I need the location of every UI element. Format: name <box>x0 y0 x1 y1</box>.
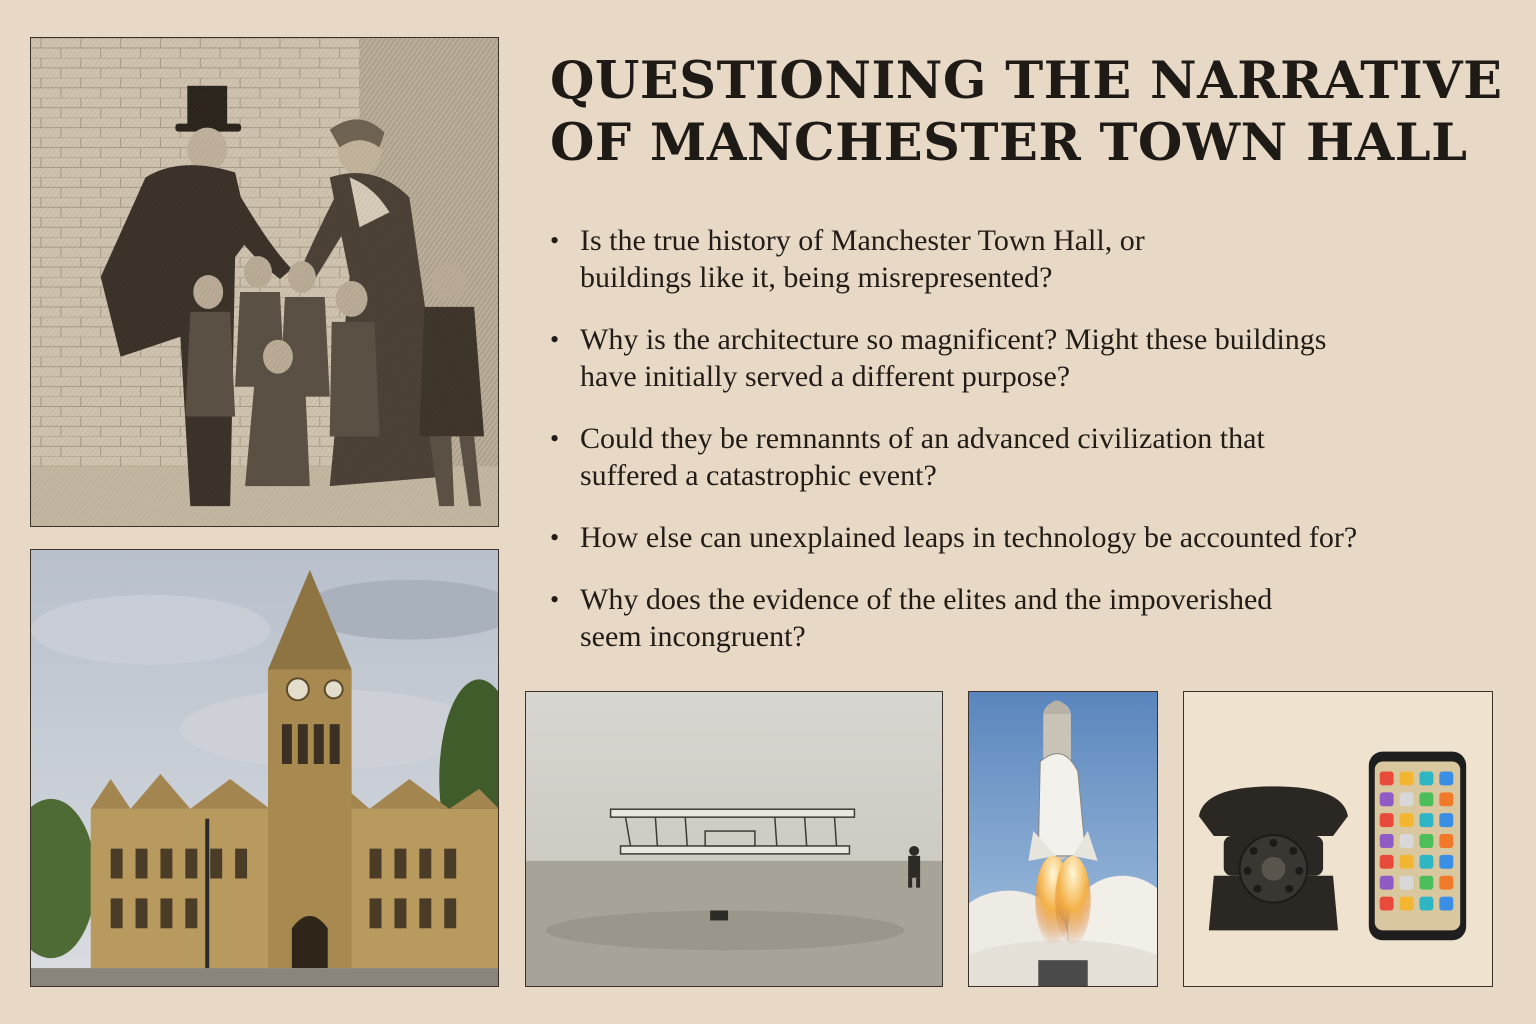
question-text: Why does the evidence of the elites and the impoverished <box>580 583 1273 616</box>
question-text: have initially served a different purpose? <box>580 360 1071 393</box>
town-hall-image <box>30 549 499 987</box>
app-icon <box>1380 855 1394 869</box>
app-icon <box>1419 813 1433 827</box>
app-icon <box>1439 876 1453 890</box>
question-item <box>548 519 1488 556</box>
app-icon <box>1380 897 1394 911</box>
app-icon <box>1400 771 1414 785</box>
telephones-image <box>1183 691 1493 987</box>
app-icon <box>1400 897 1414 911</box>
engraving-image <box>30 37 499 527</box>
question-list <box>548 222 1488 680</box>
app-icon <box>1419 771 1433 785</box>
question-text: seem incongruent? <box>580 620 806 653</box>
app-icon <box>1380 813 1394 827</box>
question-item <box>548 222 1488 296</box>
space-shuttle-image <box>968 691 1158 987</box>
app-icon <box>1400 855 1414 869</box>
app-icon <box>1439 834 1453 848</box>
app-icon <box>1439 792 1453 806</box>
app-icon <box>1439 771 1453 785</box>
app-icon <box>1439 897 1453 911</box>
question-item <box>548 321 1488 395</box>
app-icon <box>1419 855 1433 869</box>
app-icon <box>1380 771 1394 785</box>
app-icon <box>1400 813 1414 827</box>
title-line-1: QUESTIONING THE NARRATIVE <box>550 51 1503 111</box>
question-text: Why is the architecture so magnificent? Might these buildings <box>580 323 1327 356</box>
app-icon <box>1419 792 1433 806</box>
app-icon <box>1439 855 1453 869</box>
question-text: How else can unexplained leaps in technology be accounted for? <box>580 521 1358 554</box>
page-title <box>550 50 1510 174</box>
app-icon <box>1400 792 1414 806</box>
wright-flyer-image <box>525 691 943 987</box>
app-icon <box>1380 876 1394 890</box>
question-text: Could they be remnannts of an advanced civilization that <box>580 422 1265 455</box>
app-icon <box>1419 876 1433 890</box>
title-line-2: OF MANCHESTER TOWN HALL <box>550 113 1468 173</box>
question-item <box>548 420 1488 494</box>
app-icon <box>1439 813 1453 827</box>
question-text: Is the true history of Manchester Town Hall, or <box>580 224 1145 257</box>
app-icon <box>1400 834 1414 848</box>
question-item <box>548 581 1488 655</box>
app-icon <box>1380 792 1394 806</box>
question-text: suffered a catastrophic event? <box>580 459 937 492</box>
app-icon <box>1380 834 1394 848</box>
app-icon <box>1400 876 1414 890</box>
app-icon <box>1419 897 1433 911</box>
question-text: buildings like it, being misrepresented? <box>580 261 1053 294</box>
app-icon <box>1419 834 1433 848</box>
